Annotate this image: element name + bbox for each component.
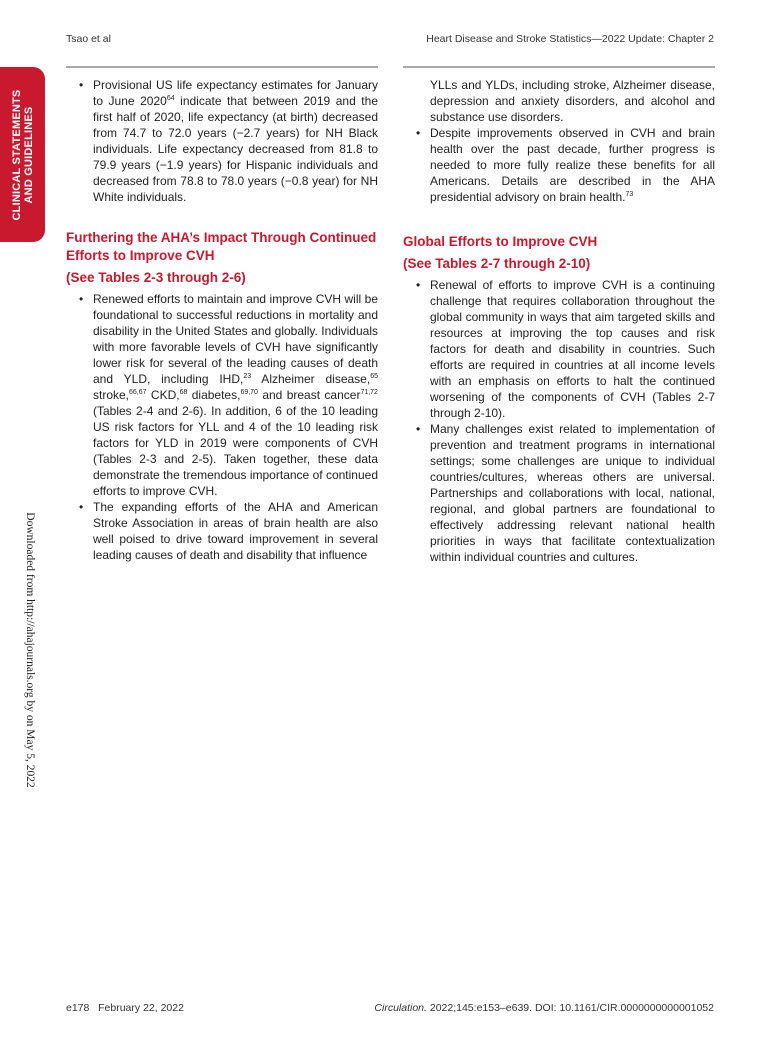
section-subheading: (See Tables 2-7 through 2-10)	[403, 256, 591, 271]
page-number: e178	[66, 1002, 90, 1014]
citation-text: 2022;145:e153–e639. DOI: 10.1161/CIR.0000000000001052	[426, 1002, 714, 1014]
running-header-title: Heart Disease and Stroke Statistics—2022 Update: Chapter 2	[426, 33, 714, 45]
citation-ref: 66,67	[129, 389, 147, 396]
running-header-authors: Tsao et al	[66, 33, 111, 45]
citation-ref: 68	[179, 389, 188, 396]
page-footer-left	[66, 1002, 184, 1014]
column-rule-left	[66, 66, 378, 68]
page-footer-citation	[374, 1002, 714, 1014]
list-item: • Many challenges exist related to implementation of prevention and treatment programs in international settings; some challenges are unique to individual countries/cultures, whereas others are universal. Partnerships and collaborations with local, national, regional, and global partners are foundational to effectively addressing relevant national health priorities in ways that facilitate contextualization within individual countries and cultures.	[403, 421, 715, 565]
download-watermark: Downloaded from http://ahajournals.org by on May 5, 2022	[24, 512, 36, 788]
bullet-list	[66, 77, 378, 205]
list-item: • Renewal of efforts to improve CVH is a continuing challenge that requires collaboration throughout the global community in ways that aim targeted skills and resources at improving the top causes and risk factors for death and disability in countries. Such efforts are required in countries at all income levels with an emphasis on efforts to halt the continued worsening of the components of CVH (Tables 2-7 through 2-10).	[403, 277, 715, 421]
list-item: • Renewed efforts to maintain and improve CVH will be foundational to successful reductions in mortality and disability in the United States and globally. Individuals with more favorable levels of CVH have significantly lower risk for several of the leading causes of death and YLD, including IHD,$^{23}$ Alzheimer disease,$^{65}$ stroke,$^{66,67}$ CKD,$^{68}$ diabetes,$^{69,70}$ and breast cancer$^{71,72}$ (Tables 2-4 and 2-6). In addition, 6 of the 10 leading US risk factors for YLL and 4 of the 10 leading risk factors for YLD in 2019 were components of CVH (Tables 2-3 and 2-5). Taken together, these data demonstrate the tremendous importance of continued efforts to improve CVH.	[66, 291, 378, 499]
bullet-list	[403, 277, 715, 565]
citation-ref: 73	[625, 191, 634, 198]
left-column	[66, 77, 378, 563]
section-subheading: (See Tables 2-3 through 2-6)	[66, 270, 246, 285]
journal-name: Circulation.	[374, 1002, 427, 1014]
list-item: • Despite improvements observed in CVH and brain health over the past decade, further progress is needed to more fully realize these benefits for all Americans. Details are described in the AHA presidential advisory on brain health.$^{73}$	[403, 125, 715, 205]
citation-ref: 71,72	[360, 389, 378, 396]
list-item: • The expanding efforts of the AHA and American Stroke Association in areas of brain health are also well poised to drive toward improvement in several leading causes of death and disability that influence	[66, 499, 378, 563]
bullet-list	[403, 125, 715, 205]
section-heading: Global Efforts to Improve CVH	[403, 234, 598, 249]
column-rule-right	[403, 66, 715, 68]
side-tab-line2: AND GUIDELINES	[23, 106, 35, 204]
citation-ref: 64	[166, 95, 175, 102]
list-item: • Provisional US life expectancy estimates for January to June 2020$^{64}$ indicate that between 2019 and the first half of 2020, life expectancy (at birth) decreased from 74.7 to 72.0 years (−2.7 years) for NH Black individuals. Life expectancy decreased from 81.8 to 79.9 years (−1.9 years) for Hispanic individuals and decreased from 78.8 to 78.0 years (−0.8 year) for NH White individuals.	[66, 77, 378, 205]
citation-ref: 65	[370, 373, 378, 380]
side-tab-line1: CLINICAL STATEMENTS	[11, 89, 23, 221]
side-tab-label	[11, 90, 35, 221]
continued-text: YLLs and YLDs, including stroke, Alzheimer disease, depression and anxiety disorders, and alcohol and substance use disorders.	[430, 78, 715, 124]
section-heading: Furthering the AHA’s Impact Through Continued Efforts to Improve CVH	[66, 230, 377, 263]
right-column	[403, 77, 715, 565]
citation-ref: 23	[243, 373, 252, 380]
publication-date: February 22, 2022	[98, 1002, 184, 1014]
citation-ref: 69,70	[240, 389, 258, 396]
bullet-list	[66, 291, 378, 563]
